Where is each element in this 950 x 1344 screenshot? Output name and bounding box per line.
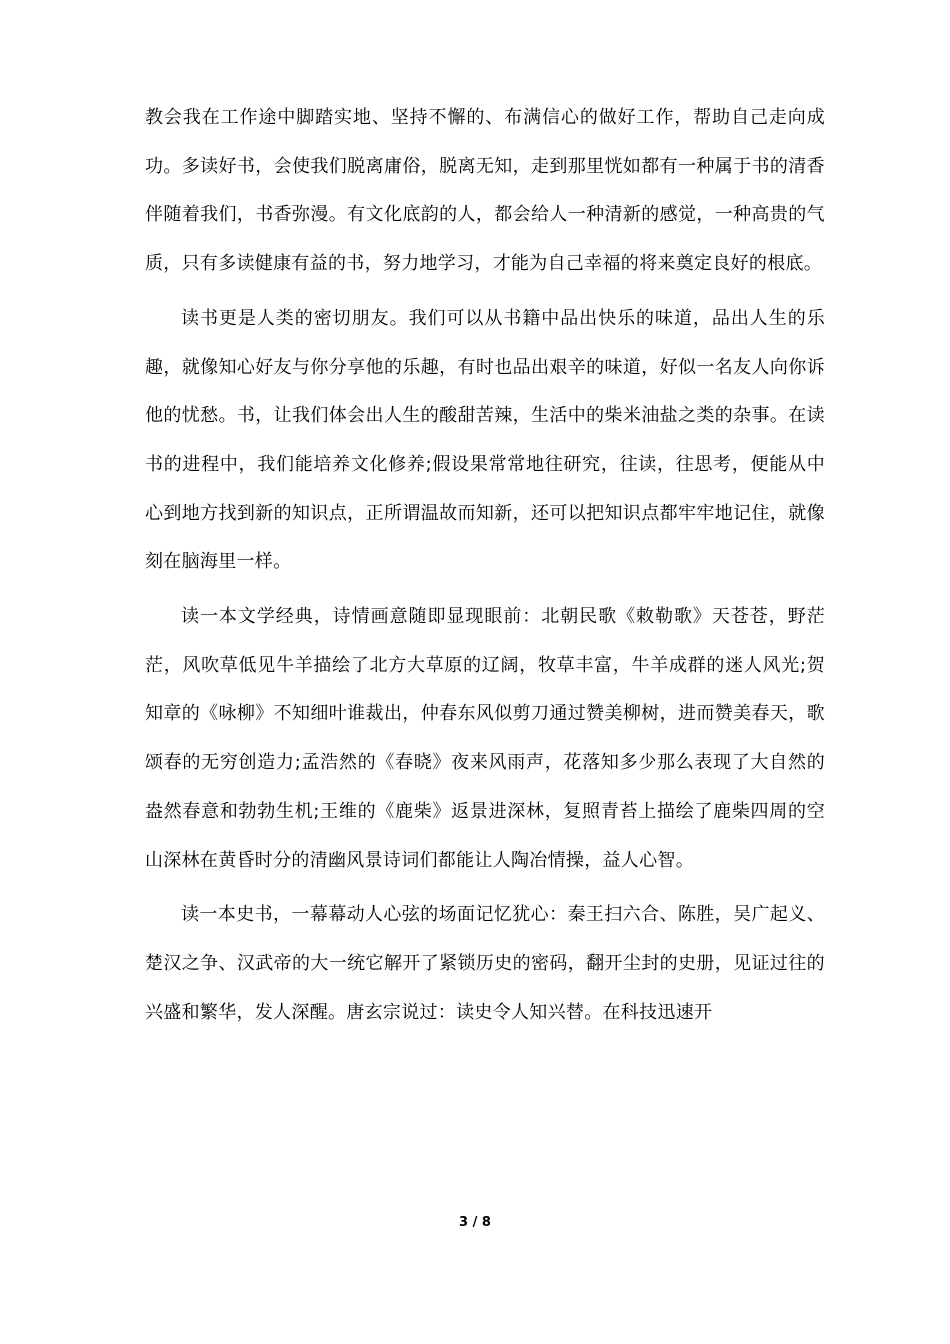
document-body [145, 94, 825, 1043]
paragraph-4: 读一本史书，一幕幕动人心弦的场面记忆犹心：秦王扫六合、陈胜，吴广起义、楚汉之争、汉武帝的大一统它解开了紧锁历史的密码，翻开尘封的史册，见证过往的兴盛和繁华，发人深醒。唐玄宗说过：读史令人知兴替。在科技迅速开 [145, 904, 825, 1023]
page-number: 3 / 8 [459, 1215, 491, 1230]
paragraph-2: 读书更是人类的密切朋友。我们可以从书籍中品出快乐的味道，品出人生的乐趣，就像知心好友与你分享他的乐趣，有时也品出艰辛的味道，好似一名友人向你诉他的忧愁。书，让我们体会出人生的酸甜苦辣，生活中的柴米油盐之类的杂事。在读书的进程中，我们能培养文化修养;假设果常常地往研究，往读，往思考，便能从中心到地方找到新的知识点，正所谓温故而知新，还可以把知识点都牢牢地记住，就像刻在脑海里一样。 [145, 307, 825, 573]
paragraph-1: 教会我在工作途中脚踏实地、坚持不懈的、布满信心的做好工作，帮助自己走向成功。多读好书，会使我们脱离庸俗，脱离无知，走到那里恍如都有一种属于书的清香伴随着我们，书香弥漫。有文化底韵的人，都会给人一种清新的感觉，一种高贵的气质，只有多读健康有益的书，努力地学习，才能为自己幸福的将来奠定良好的根底。 [145, 107, 825, 275]
paragraph-3: 读一本文学经典，诗情画意随即显现眼前：北朝民歌《敕勒歌》天苍苍，野茫茫，风吹草低见牛羊描绘了北方大草原的辽阔，牧草丰富，牛羊成群的迷人风光;贺知章的《咏柳》不知细叶谁裁出，仲春东风似剪刀通过赞美柳树，进而赞美春天，歌颂春的无穷创造力;孟浩然的《春晓》夜来风雨声，花落知多少那么表现了大自然的盎然春意和勃勃生机;王维的《鹿柴》返景进深林，复照青苔上描绘了鹿柴四周的空山深林在黄昏时分的清幽风景诗词们都能让人陶冶情操，益人心智。 [145, 606, 825, 871]
